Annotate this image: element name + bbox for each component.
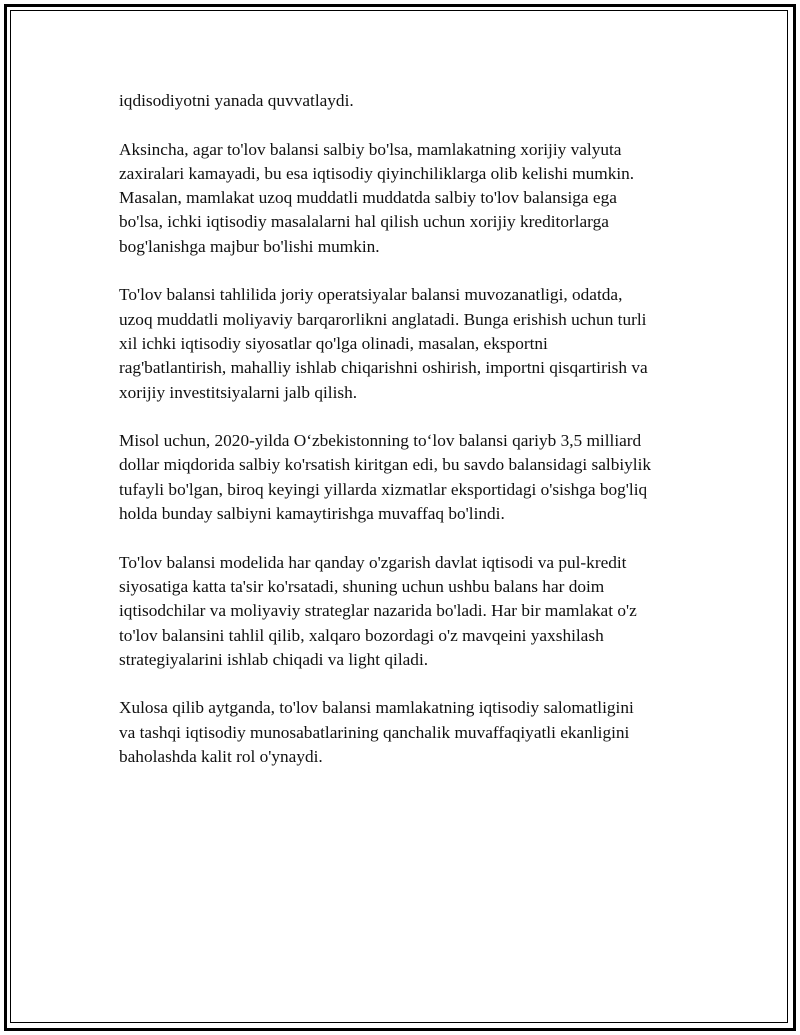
text-line: xorijiy investitsiyalarni jalb qilish. xyxy=(119,382,358,402)
text-line: iqtisodchilar va moliyaviy strateglar nazarida bo'ladi. Har bir mamlakat o'z xyxy=(119,601,637,621)
text-line: Masalan, mamlakat uzoq muddatli muddatda salbiy to'lov balansiga ega xyxy=(119,188,617,208)
text-line: Aksincha, agar to'lov balansi salbiy bo'lsa, mamlakatning xorijiy valyuta xyxy=(119,139,622,159)
text-line: rag'batlantirish, mahalliy ishlab chiqarishni oshirish, importni qisqartirish va xyxy=(119,358,648,378)
text-line: Xulosa qilib aytganda, to'lov balansi mamlakatning iqtisodiy salomatligini xyxy=(119,698,634,718)
text-line: holda bunday salbiyni kamaytirishga muvaffaq bo'lindi. xyxy=(119,504,505,524)
text-line: zaxiralari kamayadi, bu esa iqtisodiy qiyinchiliklarga olib kelishi mumkin. xyxy=(119,163,635,183)
paragraph-3 xyxy=(119,283,679,404)
paragraph-4 xyxy=(119,429,679,526)
paragraph-1 xyxy=(119,89,679,113)
text-line: to'lov balansini tahlil qilib, xalqaro bozordagi o'z mavqeini yaxshilash xyxy=(119,625,604,645)
text-line: iqdisodiyotni yanada quvvatlaydi. xyxy=(119,91,354,110)
text-line: bo'lsa, ichki iqtisodiy masalalarni hal qilish uchun xorijiy kreditorlarga xyxy=(119,212,609,232)
text-line: strategiyalarini ishlab chiqadi va light qiladi. xyxy=(119,649,429,669)
text-line: va tashqi iqtisodiy munosabatlarining qanchalik muvaffaqiyatli ekanligini xyxy=(119,722,630,742)
text-line: baholashda kalit rol o'ynaydi. xyxy=(119,747,323,767)
text-line: xil ichki iqtisodiy siyosatlar qo'lga olinadi, masalan, eksportni xyxy=(119,333,548,353)
text-line: bog'lanishga majbur bo'lishi mumkin. xyxy=(119,236,380,256)
text-line: uzoq muddatli moliyaviy barqarorlikni anglatadi. Bunga erishish uchun turli xyxy=(119,309,647,329)
text-line: tufayli bo'lgan, biroq keyingi yillarda xizmatlar eksportidagi o'sishga bog'liq xyxy=(119,479,648,499)
text-line: dollar miqdorida salbiy ko'rsatish kiritgan edi, bu savdo balansidagi salbiylik xyxy=(119,455,652,475)
text-line: Misol uchun, 2020-yilda O‘zbekistonning to‘lov balansi qariyb 3,5 milliard xyxy=(119,431,642,451)
paragraph-2 xyxy=(119,138,679,259)
text-line: siyosatiga katta ta'sir ko'rsatadi, shuning uchun ushbu balans har doim xyxy=(119,576,605,596)
paragraph-6 xyxy=(119,696,679,769)
paragraph-5 xyxy=(119,551,679,672)
text-line: To'lov balansi tahlilida joriy operatsiyalar balansi muvozanatligi, odatda, xyxy=(119,285,623,305)
text-line: To'lov balansi modelida har qanday o'zgarish davlat iqtisodi va pul-kredit xyxy=(119,552,627,572)
document-body xyxy=(119,89,679,794)
